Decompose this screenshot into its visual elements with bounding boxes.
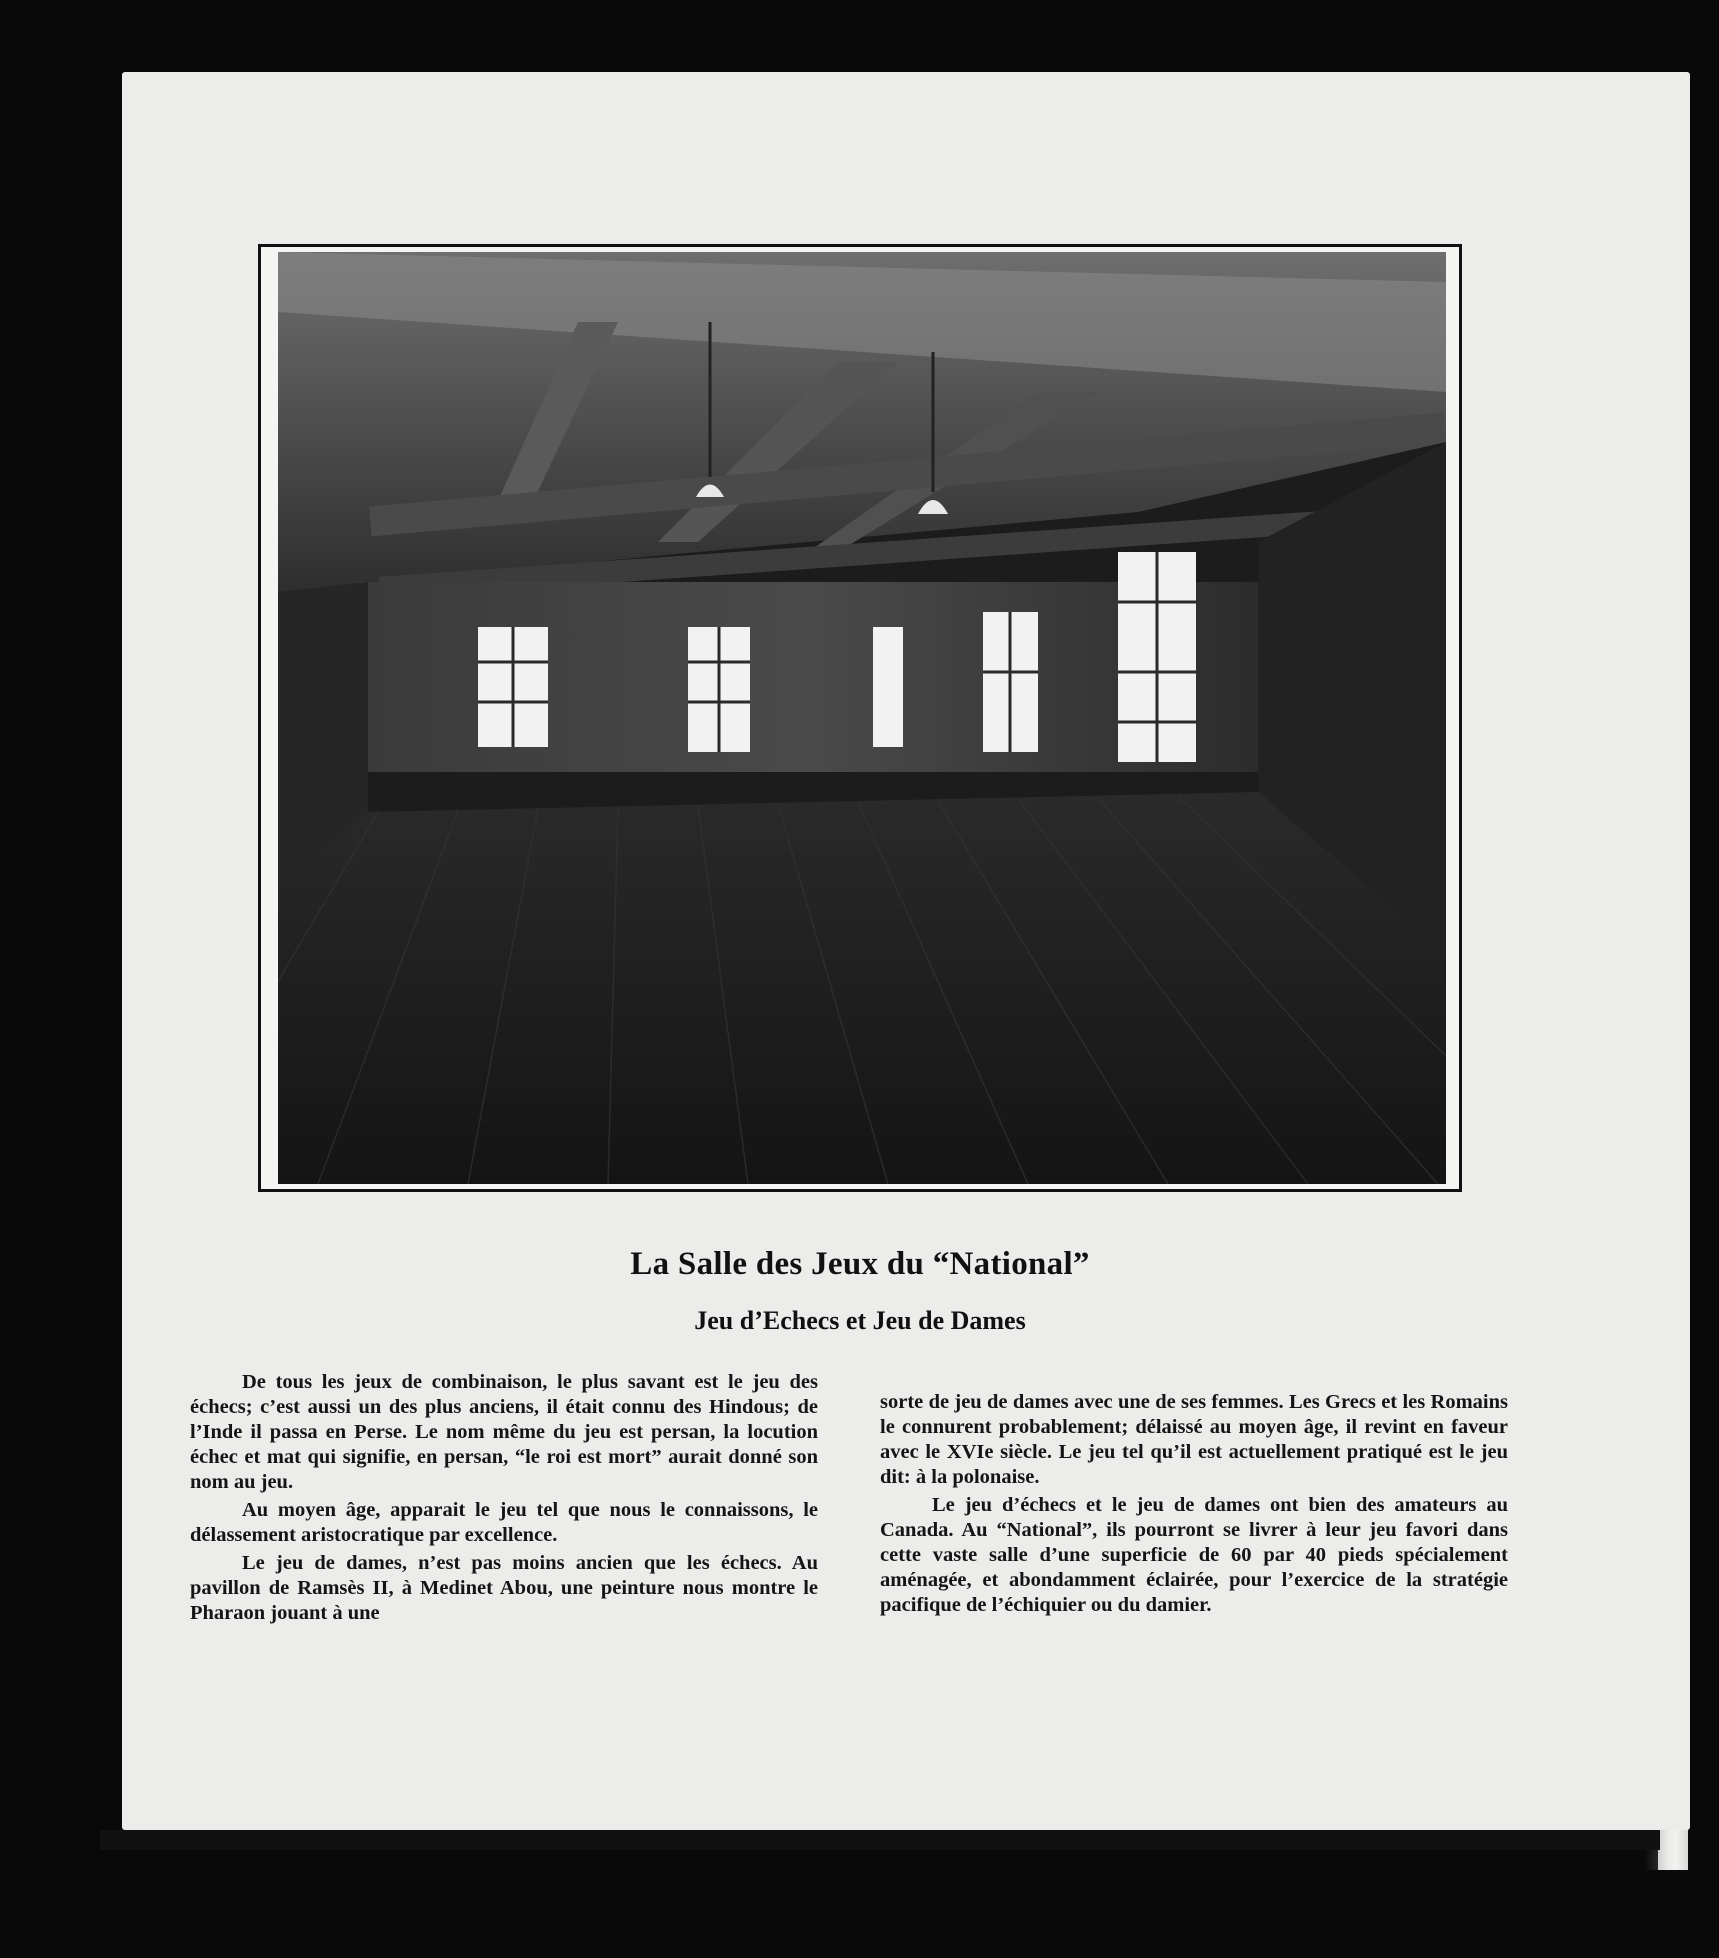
paragraph: De tous les jeux de combinaison, le plus savant est le jeu des échecs; c’est aussi un des plus anciens, il était connu des Hindous; de l’Inde il passa en Perse. Le nom même du jeu est persan, la locution échec et mat qui signifie, en persan, “le roi est mort” aurait donné son nom au jeu. — [190, 1371, 818, 1493]
paragraph: sorte de jeu de dames avec une de ses femmes. Les Grecs et les Romains le connurent probablement; délaissé au moyen âge, il revint en faveur avec le XVIe siècle. Le jeu tel qu’il est actuellement pratiqué est le jeu dit: à la polonaise. — [880, 1391, 1508, 1488]
text-column-left — [190, 1370, 818, 1629]
article-subtitle: Jeu d’Echecs et Jeu de Dames — [694, 1306, 1026, 1335]
paragraph: Le jeu d’échecs et le jeu de dames ont bien des amateurs au Canada. Au “National”, ils pourront se livrer à leur jeu favori dans cette vaste salle d’une superficie de 60 par 40 pieds spécialement aménagée, et abondamment éclairée, pour l’exercice de la stratégie pacifique de l’échiquier ou du damier. — [880, 1494, 1508, 1616]
games-room-illustration — [278, 252, 1446, 1184]
text-column-right — [880, 1390, 1508, 1621]
paragraph: Le jeu de dames, n’est pas moins ancien que les échecs. Au pavillon de Ramsès II, à Medinet Abou, une peinture nous montre le Pharaon jouant à une — [190, 1552, 818, 1624]
paragraph: Au moyen âge, apparait le jeu tel que nous le connaissons, le délassement aristocratique par excellence. — [190, 1499, 818, 1546]
article-title: La Salle des Jeux du “National” — [630, 1246, 1090, 1282]
page-bottom-shadow — [100, 1830, 1660, 1850]
games-room-photo — [278, 252, 1446, 1184]
